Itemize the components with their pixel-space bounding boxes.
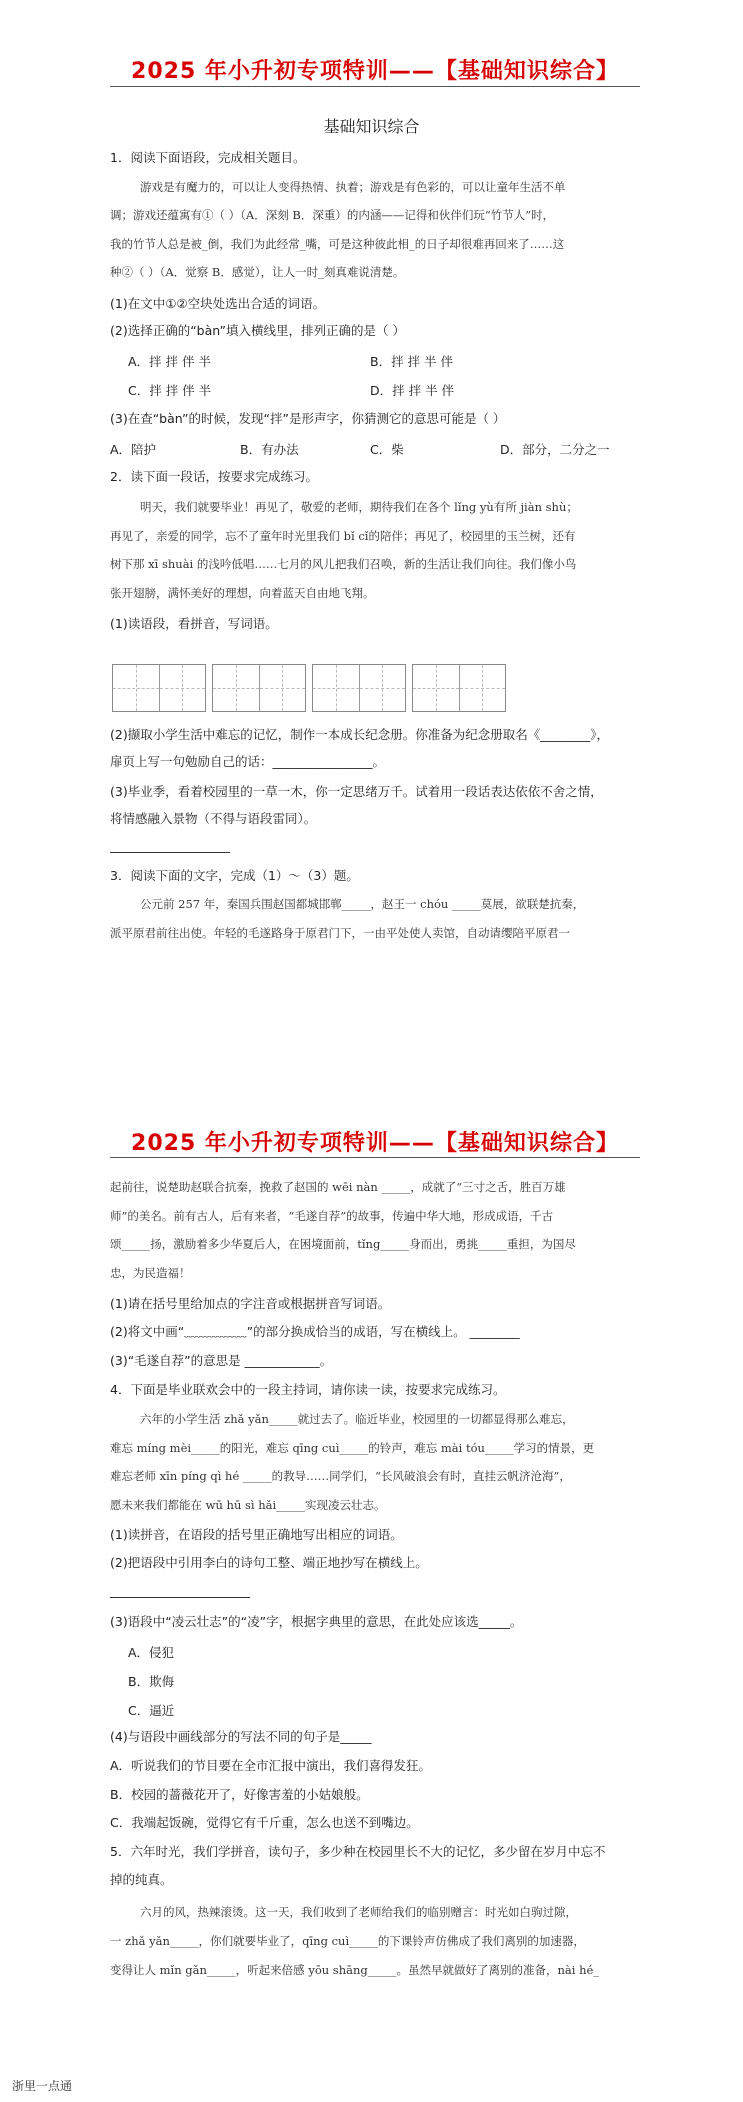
q3-passage-line: 忠，为民造福！: [110, 1266, 191, 1280]
q5-stem-line2: 掉的纯真。: [110, 1872, 173, 1887]
q1-sub3-option-d[interactable]: D．部分，二分之一: [500, 442, 610, 457]
q3-passage-line: 公元前 257 年，秦国兵围赵国都城邯郸_____，赵王一 chóu _____莫展，欲联楚抗秦，: [140, 897, 585, 911]
q4-sub4-option-c[interactable]: C．我端起饭碗，觉得它有千斤重，怎么也送不到嘴边。: [110, 1815, 419, 1830]
q2-passage-line: 明天，我们就要毕业！再见了，敬爱的老师，期待我们在各个 lǐng yù有所 jiàn shù；: [140, 500, 578, 514]
q2-stem: 2．读下面一段话，按要求完成练习。: [110, 469, 318, 484]
q1-option-b[interactable]: B．拌 拌 半 伴: [370, 354, 453, 369]
q1-sub2: (2)选择正确的“bàn”填入横线里，排列正确的是（ ）: [110, 323, 405, 338]
pinyin-writing-grids: [112, 664, 512, 712]
q4-sub1: (1)读拼音，在语段的括号里正确地写出相应的词语。: [110, 1527, 403, 1542]
q4-sub4-option-a[interactable]: A．听说我们的节目要在全市汇报中演出，我们喜得发狂。: [110, 1758, 432, 1773]
q1-sub3-option-a[interactable]: A．陪护: [110, 442, 157, 457]
q3-sub1: (1)请在括号里给加点的字注音或根据拼音写词语。: [110, 1296, 391, 1311]
q4-passage-line: 愿未来我们都能在 wū hū sì hǎi_____实现凌云壮志。: [110, 1498, 386, 1512]
q4-sub3: (3)语段中“凌云壮志”的“凌”字，根据字典里的意思，在此处应该选_____。: [110, 1614, 523, 1629]
q1-option-a[interactable]: A．拌 拌 伴 半: [128, 354, 211, 369]
q4-passage-line: 难忘 míng mèi_____的阳光，难忘 qīng cuì_____的铃声，难忘 mài tóu_____学习的情景，更: [110, 1441, 595, 1455]
q5-stem-line1: 5．六年时光，我们学拼音，读句子，多少种在校园里长不大的记忆，多少留在岁月中忘不: [110, 1844, 606, 1859]
q1-passage-line: 调；游戏还蕴寓有①（ ）（A．深刻 B．深重）的内涵——记得和伙伴们玩“竹节人”时，: [110, 208, 555, 222]
q1-option-c[interactable]: C．拌 拌 伴 半: [128, 383, 212, 398]
page-header-title: 2025 年小升初专项特训——【基础知识综合】: [131, 59, 619, 84]
q1-option-d[interactable]: D．拌 拌 半 伴: [370, 383, 455, 398]
footer-watermark: 浙里一点通: [12, 2079, 73, 2093]
q4-sub3-option-a[interactable]: A．侵犯: [128, 1645, 175, 1660]
q3-passage-line: 师”的美名。前有古人，后有来者，“毛遂自荐”的故事，传遍中华大地，形成成语，千古: [110, 1209, 554, 1223]
q5-passage-line: 变得让人 mǐn gǎn_____，听起来倍感 yōu shāng_____。虽然早就做好了离别的准备，nài hé_: [110, 1963, 600, 1977]
q1-passage-line: 游戏是有魔力的，可以让人变得热情、执着；游戏是有色彩的，可以让童年生活不单: [140, 180, 566, 194]
q3-sub2: (2)将文中画“﹏﹏﹏﹏﹏”的部分换成恰当的成语，写在横线上。 ________: [110, 1324, 520, 1339]
q1-sub3-option-b[interactable]: B．有办法: [240, 442, 299, 457]
answer-line[interactable]: [110, 1597, 250, 1598]
answer-line[interactable]: [110, 852, 230, 853]
q4-sub3-option-b[interactable]: B．欺侮: [128, 1674, 175, 1689]
q5-passage-line: 一 zhǎ yǎn_____，你们就要毕业了，qīng cuì_____的下课铃声仿佛成了我们离别的加速器，: [110, 1934, 585, 1948]
header-divider: [110, 1157, 640, 1158]
q4-sub4: (4)与语段中画线部分的写法不同的句子是_____: [110, 1729, 372, 1744]
q1-sub3-option-c[interactable]: C．柴: [370, 442, 404, 457]
q1-stem: 1．阅读下面语段，完成相关题目。: [110, 150, 306, 165]
q4-sub4-option-b[interactable]: B．校园的蔷薇花开了，好像害羞的小姑娘般。: [110, 1787, 369, 1802]
q4-stem: 4．下面是毕业联欢会中的一段主持词，请你读一读，按要求完成练习。: [110, 1382, 506, 1397]
q4-passage-line: 难忘老师 xīn píng qì hé _____的教导……同学们，“长风破浪会有时，直挂云帆济沧海”，: [110, 1469, 571, 1483]
q2-sub2-line2: 扉页上写一句勉励自己的话：________________。: [110, 754, 386, 769]
q2-passage-line: 张开翅膀，满怀美好的理想，向着蓝天自由地飞翔。: [110, 586, 375, 600]
writing-grid[interactable]: [212, 664, 306, 712]
header-divider: [110, 86, 640, 87]
writing-grid[interactable]: [312, 664, 406, 712]
q2-sub3-line2: 将情感融入景物（不得与语段雷同）。: [110, 811, 317, 826]
q2-passage-line: 树下那 xī shuài 的浅吟低唱……七月的风儿把我们召唤，新的生活让我们向往。我们像小鸟: [110, 557, 577, 571]
q3-stem: 3．阅读下面的文字，完成（1）～（3）题。: [110, 868, 359, 883]
q4-passage-line: 六年的小学生活 zhǎ yǎn_____就过去了。临近毕业，校园里的一切都显得那么难忘，: [140, 1412, 574, 1426]
q2-sub3-line1: (3)毕业季，看着校园里的一草一木，你一定思绪万千。试着用一段话表达依依不舍之情，: [110, 784, 603, 799]
writing-grid[interactable]: [112, 664, 206, 712]
q1-sub3: (3)在查“bàn”的时候，发现“拌”是形声字，你猜测它的意思可能是（ ）: [110, 411, 506, 426]
q1-passage-line: 我的竹节人总是被_倒，我们为此经常_嘴，可是这种彼此相_的日子却很难再回来了……这: [110, 237, 565, 251]
q5-passage-line: 六月的风，热辣滚烫。这一天，我们收到了老师给我们的临别赠言：时光如白驹过隙，: [140, 1905, 577, 1919]
q3-passage-line: 颂_____扬，激励着多少华夏后人，在困境面前，tǐng_____身而出，勇挑_____重担，为国尽: [110, 1237, 576, 1251]
q3-passage-line: 起前往，说楚助赵联合抗秦，挽救了赵国的 wēi nàn _____，成就了“三寸之舌，胜百万雄: [110, 1180, 566, 1194]
q1-passage-line: 种②（ ）（A．觉察 B．感觉），让人一时_刻真难说清楚。: [110, 265, 405, 279]
q2-sub1: (1)读语段，看拼音，写词语。: [110, 616, 278, 631]
writing-grid[interactable]: [412, 664, 506, 712]
doc-title: 基础知识综合: [323, 117, 420, 136]
q1-sub1: (1)在文中①②空块处选出合适的词语。: [110, 296, 326, 311]
q2-sub2-line1: (2)撷取小学生活中难忘的记忆，制作一本成长纪念册。你准备为纪念册取名《________》，: [110, 727, 609, 742]
q3-sub3: (3)“毛遂自荐”的意思是 ____________。: [110, 1353, 333, 1368]
page-header-title: 2025 年小升初专项特训——【基础知识综合】: [131, 1131, 619, 1156]
q2-passage-line: 再见了，亲爱的同学，忘不了童年时光里我们 bǐ cǐ的陪伴；再见了，校园里的玉兰树，还有: [110, 529, 576, 543]
q3-passage-line: 派平原君前往出使。年轻的毛遂路身于原君门下，一由平处使人卖馆，自动请缨陪平原君一: [110, 926, 570, 940]
q4-sub3-option-c[interactable]: C．逼近: [128, 1703, 175, 1718]
q4-sub2: (2)把语段中引用李白的诗句工整、端正地抄写在横线上。: [110, 1555, 428, 1570]
